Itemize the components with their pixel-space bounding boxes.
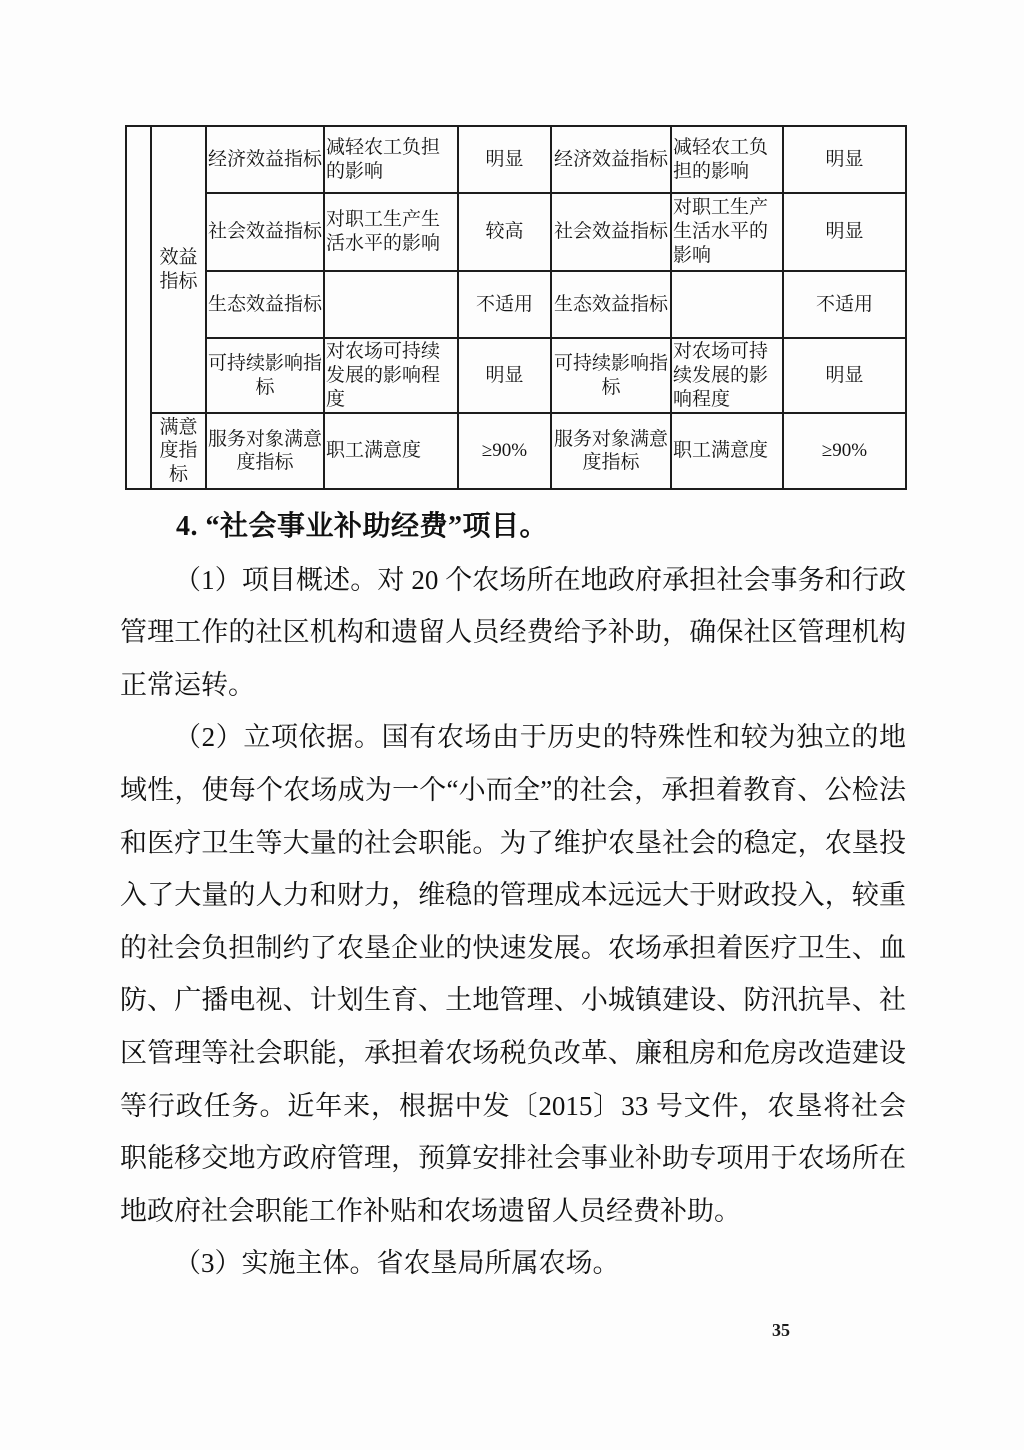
value-cell: 明显	[458, 338, 551, 413]
table-row	[126, 126, 906, 193]
section-heading: 4. “社会事业补助经费”项目。	[176, 511, 549, 542]
indicator-cell: 生态效益指标	[551, 271, 671, 338]
description-cell: 对农场可持续发展的影响程度	[671, 338, 783, 413]
indicator-cell: 生态效益指标	[206, 271, 324, 338]
indicator-cell: 社会效益指标	[551, 193, 671, 271]
description-cell	[324, 271, 458, 338]
indicator-cell: 可持续影响指标	[206, 338, 324, 413]
indicator-cell: 经济效益指标	[551, 126, 671, 193]
paragraph-project-basis: （2）立项依据。国有农场由于历史的特殊性和较为独立的地域性，使每个农场成为一个“小而全”的社会，承担着教育、公检法和医疗卫生等大量的社会职能。为了维护农垦社会的稳定，农垦投入了大量的人力和财力，维稳的管理成本远远大于财政投入，较重的社会负担制约了农垦企业的快速发展。农场承担着医疗卫生、血防、广播电视、计划生育、土地管理、小城镇建设、防汛抗旱、社区管理等社会职能，承担着农场税负改革、廉租房和危房改造建设等行政任务。近年来，根据中发〔2015〕33 号文件，农垦将社会职能移交地方政府管理，预算安排社会事业补助专项用于农场所在地政府社会职能工作补贴和农场遗留人员经费补助。	[120, 722, 906, 1226]
page-number: 35	[772, 1320, 790, 1340]
body-text	[120, 501, 906, 1290]
value-cell: 明显	[783, 126, 906, 193]
indicator-cell: 服务对象满意度指标	[206, 413, 324, 489]
value-cell: 较高	[458, 193, 551, 271]
description-cell: 对职工生产生活水平的影响	[671, 193, 783, 271]
value-cell: ≥90%	[783, 413, 906, 489]
indicator-cell: 服务对象满意度指标	[551, 413, 671, 489]
description-cell: 职工满意度	[671, 413, 783, 489]
benefit-indicator-table	[125, 125, 907, 490]
description-cell: 减轻农工负担的影响	[324, 126, 458, 193]
table-row	[126, 413, 906, 489]
description-cell: 对职工生产生活水平的影响	[324, 193, 458, 271]
paragraph-project-overview: （1）项目概述。对 20 个农场所在地政府承担社会事务和行政管理工作的社区机构和遗留人员经费给予补助，确保社区管理机构正常运转。	[120, 564, 906, 700]
group-cell-satisfaction: 满意度指标	[151, 413, 206, 489]
value-cell: 不适用	[783, 271, 906, 338]
value-cell: ≥90%	[458, 413, 551, 489]
value-cell: 明显	[783, 338, 906, 413]
table-spacer-column	[126, 126, 151, 489]
value-cell: 不适用	[458, 271, 551, 338]
description-cell	[671, 271, 783, 338]
description-cell: 减轻农工负担的影响	[671, 126, 783, 193]
paragraph-implementing-body: （3）实施主体。省农垦局所属农场。	[174, 1248, 620, 1279]
group-cell-benefit: 效益指标	[151, 126, 206, 413]
indicator-cell: 社会效益指标	[206, 193, 324, 271]
table-row	[126, 193, 906, 271]
value-cell: 明显	[458, 126, 551, 193]
table-row	[126, 338, 906, 413]
description-cell: 职工满意度	[324, 413, 458, 489]
table-row	[126, 271, 906, 338]
value-cell: 明显	[783, 193, 906, 271]
description-cell: 对农场可持续发展的影响程度	[324, 338, 458, 413]
indicator-cell: 可持续影响指标	[551, 338, 671, 413]
indicator-cell: 经济效益指标	[206, 126, 324, 193]
